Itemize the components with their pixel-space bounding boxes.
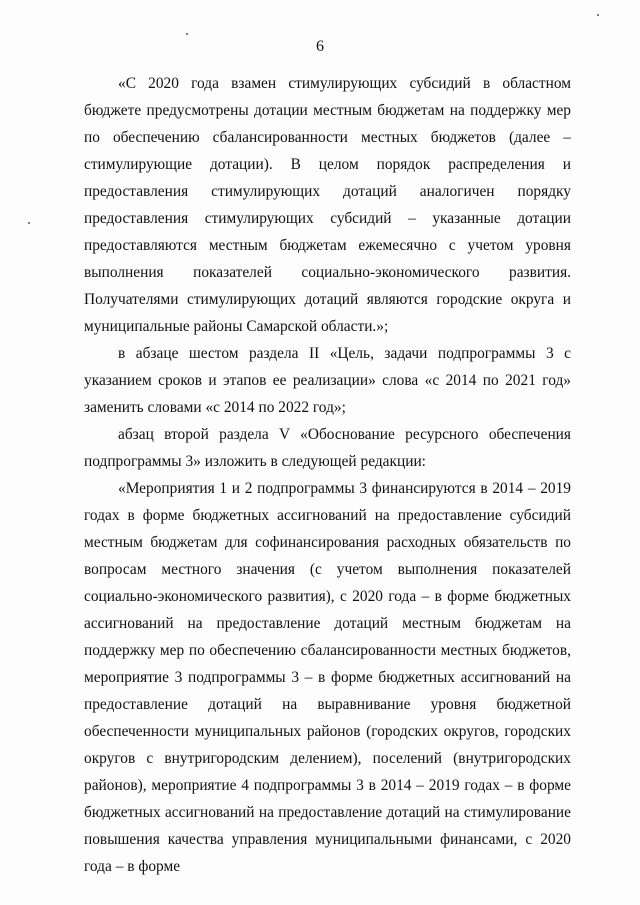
scan-speck [597, 14, 599, 16]
scan-speck [186, 33, 188, 35]
page-number: 6 [316, 38, 324, 55]
paragraph-stimulating-grants: «С 2020 года взамен стимулирующих субсидий в областном бюджете предусмотрены дотации местным бюджетам на поддержку мер по обеспечению сбалансированности местных бюджетов (далее – стимулирующие дотации). В целом порядок распределения и предоставления стимулирующих дотаций аналогичен порядку предоставления стимулирующих субсидий – указанные дотации предоставляются местным бюджетам ежемесячно с учетом уровня выполнения показателей социально-экономического развития. Получателями стимулирующих дотаций являются городские округа и муниципальные районы Самарской области.»; [84, 75, 571, 335]
paragraph-financing-measures: «Мероприятия 1 и 2 подпрограммы 3 финансируются в 2014 – 2019 годах в форме бюджетных ассигнований на предоставление субсидий местным бюджетам для софинансирования расходных обязательств по вопросам местного значения (с учетом выполнения показателей социально-экономического развития), с 2020 года – в форме бюджетных ассигнований на предоставление дотаций местным бюджетам на поддержку мер по обеспечению сбалансированности местных бюджетов, мероприятие 3 подпрограммы 3 – в форме бюджетных ассигнований на предоставление дотаций на выравнивание уровня бюджетной обеспеченности муниципальных районов (городских округов, городских округов с внутригородским делением), поселений (внутригородских районов), мероприятие 4 подпрограммы 3 в 2014 – 2019 годах – в форме бюджетных ассигнований на предоставление дотаций на стимулирование повышения качества управления муниципальными финансами, с 2020 года – в форме [84, 480, 571, 875]
paragraph-section-two-amendment: в абзаце шестом раздела II «Цель, задачи подпрограммы 3 с указанием сроков и этапов ее реализации» слова «с 2014 по 2021 год» заменить словами «с 2014 по 2022 год»; [84, 345, 571, 416]
scan-speck [28, 222, 30, 224]
document-body [84, 70, 571, 880]
paragraph-section-five-amendment: абзац второй раздела V «Обоснование ресурсного обеспечения подпрограммы 3» изложить в следующей редакции: [84, 426, 571, 470]
